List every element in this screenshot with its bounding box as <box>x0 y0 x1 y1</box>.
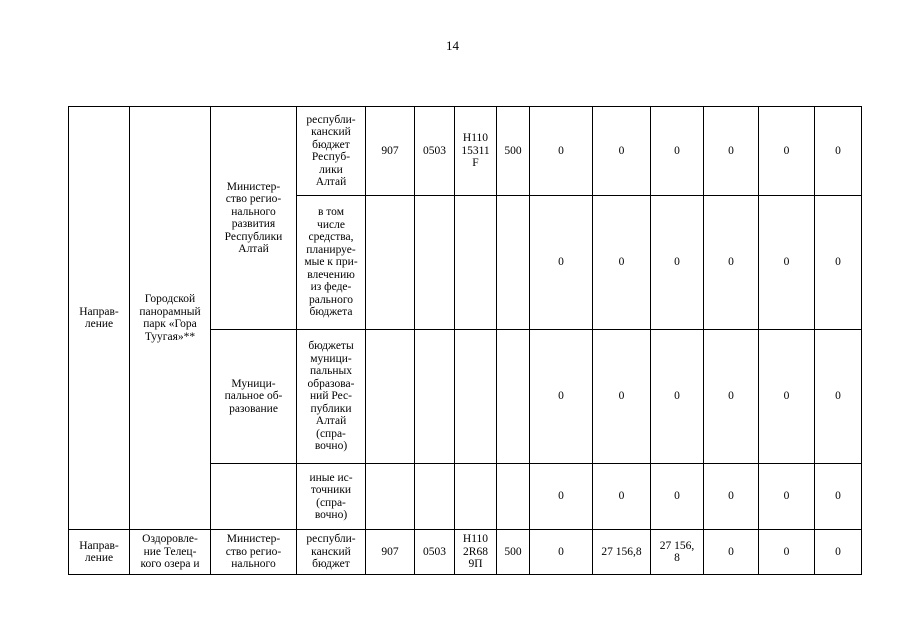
value-cell: 0 <box>759 464 815 530</box>
responsible-cell <box>211 464 297 530</box>
value-cell: 907 <box>366 107 415 196</box>
budget-table <box>68 106 862 575</box>
value-cell: 0 <box>593 330 651 464</box>
object-cell: Оздоровле- ние Телец- кого озера и <box>130 530 211 575</box>
value-cell <box>455 464 497 530</box>
value-cell: 0 <box>593 107 651 196</box>
value-cell: 0 <box>704 464 759 530</box>
value-cell: 500 <box>497 107 530 196</box>
responsible-cell: Муници- пальное об- разование <box>211 330 297 464</box>
value-cell: 0 <box>530 464 593 530</box>
value-cell: 0503 <box>415 530 455 575</box>
value-cell: 0 <box>593 196 651 330</box>
value-cell: 0 <box>530 530 593 575</box>
value-cell <box>497 330 530 464</box>
value-cell: 0 <box>651 464 704 530</box>
source-cell: бюджеты муници- пальных образова- ний Рес- публики Алтай (спра- вочно) <box>297 330 366 464</box>
value-cell: 0 <box>759 107 815 196</box>
value-cell: 27 156,8 <box>593 530 651 575</box>
direction-cell: Направ- ление <box>69 107 130 530</box>
value-cell: 0 <box>815 464 862 530</box>
value-cell: 27 156, 8 <box>651 530 704 575</box>
value-cell: 0 <box>759 196 815 330</box>
value-cell: 0 <box>530 196 593 330</box>
value-cell <box>455 196 497 330</box>
responsible-cell: Министер- ство регио- нального <box>211 530 297 575</box>
value-cell <box>366 196 415 330</box>
value-cell: 0503 <box>415 107 455 196</box>
value-cell <box>455 330 497 464</box>
direction-cell: Направ- ление <box>69 530 130 575</box>
value-cell: 0 <box>651 107 704 196</box>
value-cell: 0 <box>530 107 593 196</box>
value-cell: 500 <box>497 530 530 575</box>
value-cell: Н110 15311 F <box>455 107 497 196</box>
value-cell: 0 <box>704 196 759 330</box>
page-number: 14 <box>446 38 459 53</box>
table-row <box>69 530 862 575</box>
value-cell: Н110 2R68 9П <box>455 530 497 575</box>
value-cell: 907 <box>366 530 415 575</box>
value-cell <box>415 464 455 530</box>
value-cell <box>415 330 455 464</box>
source-cell: республи- канский бюджет <box>297 530 366 575</box>
source-cell: иные ис- точники (спра- вочно) <box>297 464 366 530</box>
value-cell <box>497 196 530 330</box>
value-cell: 0 <box>759 330 815 464</box>
responsible-cell: Министер- ство регио- нального развития Республики Алтай <box>211 107 297 330</box>
source-cell: в том числе средства, планируе- мые к при- влечению из феде- рального бюджета <box>297 196 366 330</box>
value-cell <box>366 464 415 530</box>
value-cell: 0 <box>815 196 862 330</box>
value-cell: 0 <box>704 107 759 196</box>
value-cell: 0 <box>704 330 759 464</box>
value-cell: 0 <box>815 530 862 575</box>
value-cell <box>366 330 415 464</box>
value-cell <box>497 464 530 530</box>
value-cell: 0 <box>593 464 651 530</box>
value-cell: 0 <box>651 196 704 330</box>
value-cell: 0 <box>651 330 704 464</box>
value-cell: 0 <box>815 330 862 464</box>
source-cell: республи- канский бюджет Респуб- лики Алтай <box>297 107 366 196</box>
value-cell: 0 <box>704 530 759 575</box>
table-row <box>69 107 862 196</box>
object-cell: Городской панорамный парк «Гора Туугая»** <box>130 107 211 530</box>
value-cell <box>415 196 455 330</box>
value-cell: 0 <box>815 107 862 196</box>
value-cell: 0 <box>759 530 815 575</box>
value-cell: 0 <box>530 330 593 464</box>
